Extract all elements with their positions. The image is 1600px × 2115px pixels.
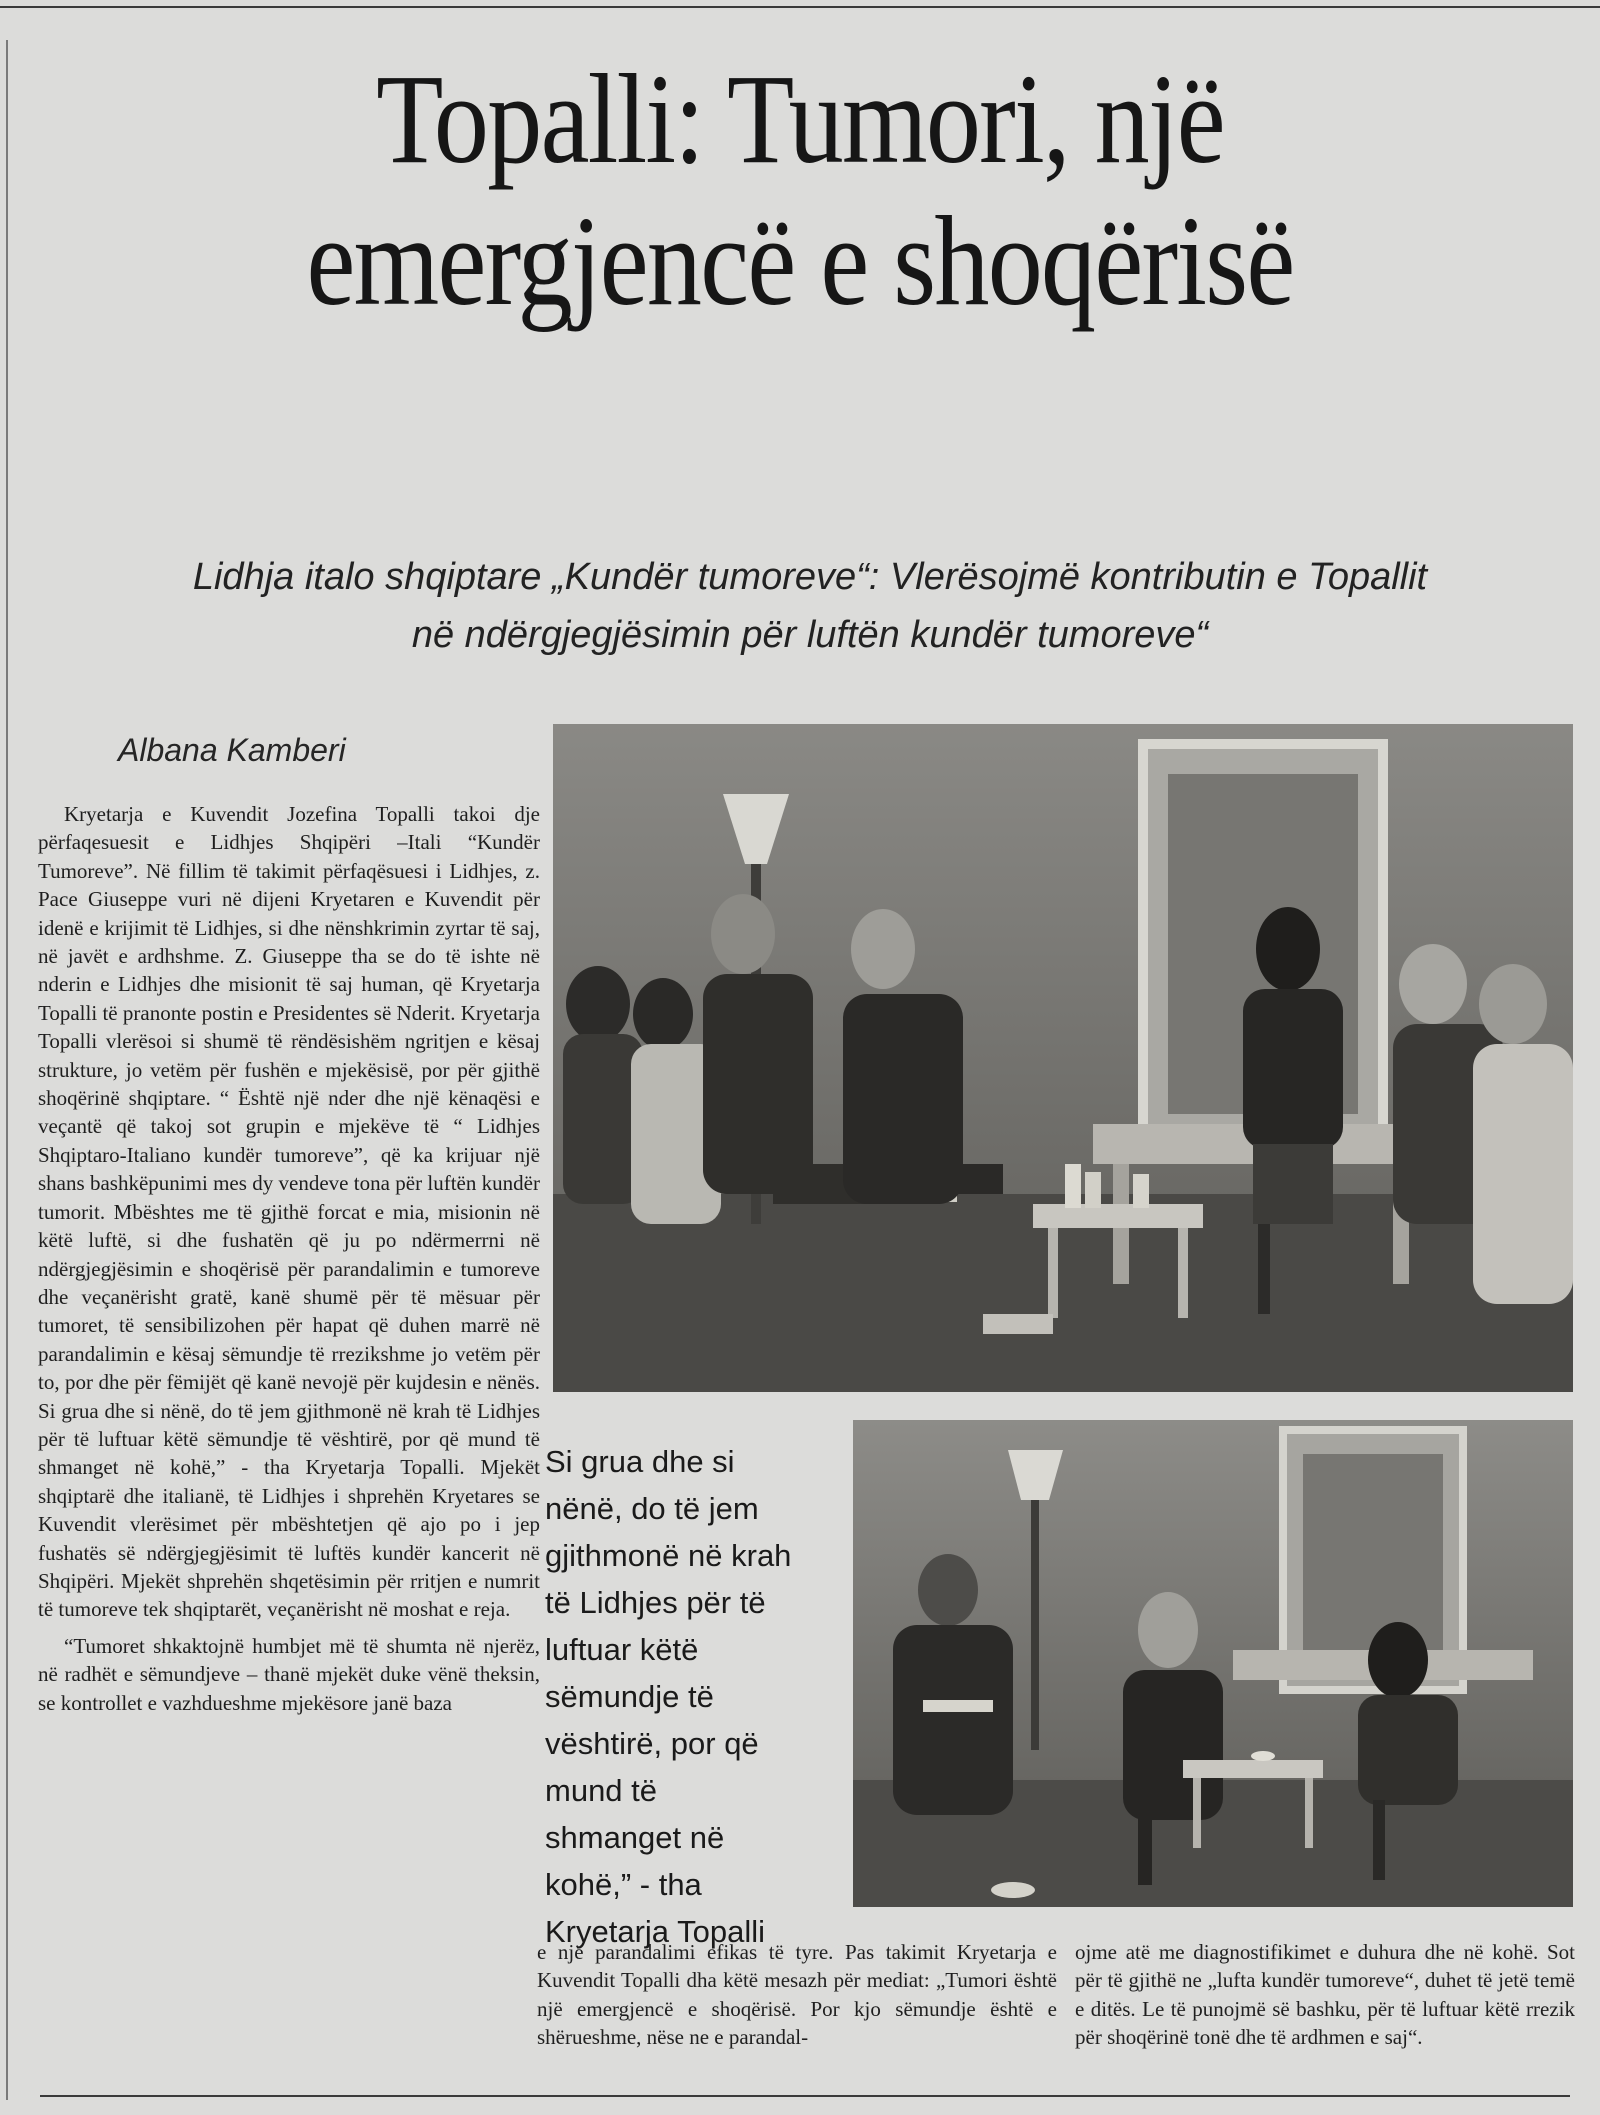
meeting-photo-group xyxy=(553,724,1573,1392)
body-paragraph: “Tumoret shkaktojnë humbjet më të shumta në njerëz, në radhët e sëmundjeve – thanë mjekët duke vënë theksin, se kontrollet e vazhdueshme mjekësore janë baza xyxy=(38,1633,540,1715)
body-paragraph: e një parandalimi efikas të tyre. Pas takimit Kryetarja e Kuvendit Topalli dha këtë mesazh për mediat: „Tumori është një emergjencë e shoqërisë. Por kjo sëmundje është e shërueshme, nëse ne e parandal- xyxy=(537,1940,1057,2050)
article-column-2 xyxy=(537,1938,1057,2052)
headline-line-2: emergjencë e shoqërisë xyxy=(306,190,1294,332)
article-column-1 xyxy=(38,800,540,1717)
byline: Albana Kamberi xyxy=(118,732,346,768)
headline-line-1: Topalli: Tumori, një xyxy=(376,48,1224,190)
pull-quote: Si grua dhe si nënë, do të jem gjithmonë në krah të Lidhjes për të luftuar këtë sëmundje të vështirë, por që mund të shmanget në kohë,” - tha Kryetarja Topalli xyxy=(545,1444,792,1949)
subheadline-line-1: Lidhja italo shqiptare „Kundër tumoreve“: Vlerësojmë kontributin e Topallit xyxy=(192,556,1428,598)
subheadline-line-2: në ndërgjegjësimin për luftën kundër tumoreve“ xyxy=(411,614,1209,656)
left-rule xyxy=(6,40,8,2100)
article-column-3 xyxy=(1075,1938,1575,2052)
subheadline xyxy=(50,548,1570,664)
body-paragraph: Kryetarja e Kuvendit Jozefina Topalli takoi dje përfaqesuesit e Lidhjes Shqipëri –Itali “Kundër Tumoreve”. Në fillim të takimit përfaqësuesi i Lidhjes, z. Pace Giuseppe vuri në dijeni Kryetaren e Kuvendit për idenë e krijimit të Lidhjes, si dhe nënshkrimin zyrtar të saj, në javët e ardhshme. Z. Giuseppe tha se do të ishte në nderin e Lidhjes dhe misionit të saj human, që Kryetarja Topalli të pranonte postin e Presidentes së Nderit. Kryetarja Topalli vlerësoi si shumë të rëndësishëm ngritjen e kësaj strukture, jo vetëm për fushën e mjekësisë, por për gjithë shoqërinë shqiptare. “ Është një nder dhe një kënaqësi e veçantë që takoj sot grupin e mjekëve të “ Lidhjes Shqiptaro-Italiano kundër tumoreve”, që ka krijuar një shans bashkëpunimi mes dy vendeve tona për luftën kundër tumorit. Mbështes me të gjithë forcat e mia, misionin në këtë luftë, si dhe fushatën që ju po ndërmerrni në ndërgjegjësimin e shoqërisë për parandalimin e tumoreve dhe veçanërisht gratë, kanë shumë për të mësuar për tumoret, të sensibilizohen për hapat që duhen marrë në parandalimin e kësaj sëmundje të rrezikshme jo vetëm për to, por dhe për fëmijët që kanë nevojë për kujdesin e nënës. Si grua dhe si nënë, do të jem gjithmonë në krah të Lidhjes për të luftuar këtë sëmundje të vështirë, por që mund të shmanget në kohë,” - tha Kryetarja Topalli. Mjekët shqiptarë dhe italianë, të Lidhjes i shprehën Kryetares se Kuvendit vlerësimet për mbështetjen që ajo po i jep fushatës së ndërgjegjësimit të luftës kundër kancerit në Shqipëri. Mjekët shprehën shqetësimin për rritjen e numrit të tumoreve tek shqiptarët, veçanërisht në moshat e reja. xyxy=(38,802,540,1622)
bottom-rule xyxy=(40,2095,1570,2097)
headline xyxy=(146,48,1453,332)
body-paragraph: ojme atë me diagnostifikimet e duhura dhe në kohë. Sot për të gjithë ne „lufta kundër tumoreve“, duhet të jetë temë e ditës. Le të punojmë së bashku, për të luftuar këtë rrezik për shoqërinë tonë dhe të ardhmen e saj“. xyxy=(1075,1940,1575,2050)
top-rule xyxy=(0,6,1600,8)
meeting-photo-three xyxy=(853,1420,1573,1907)
